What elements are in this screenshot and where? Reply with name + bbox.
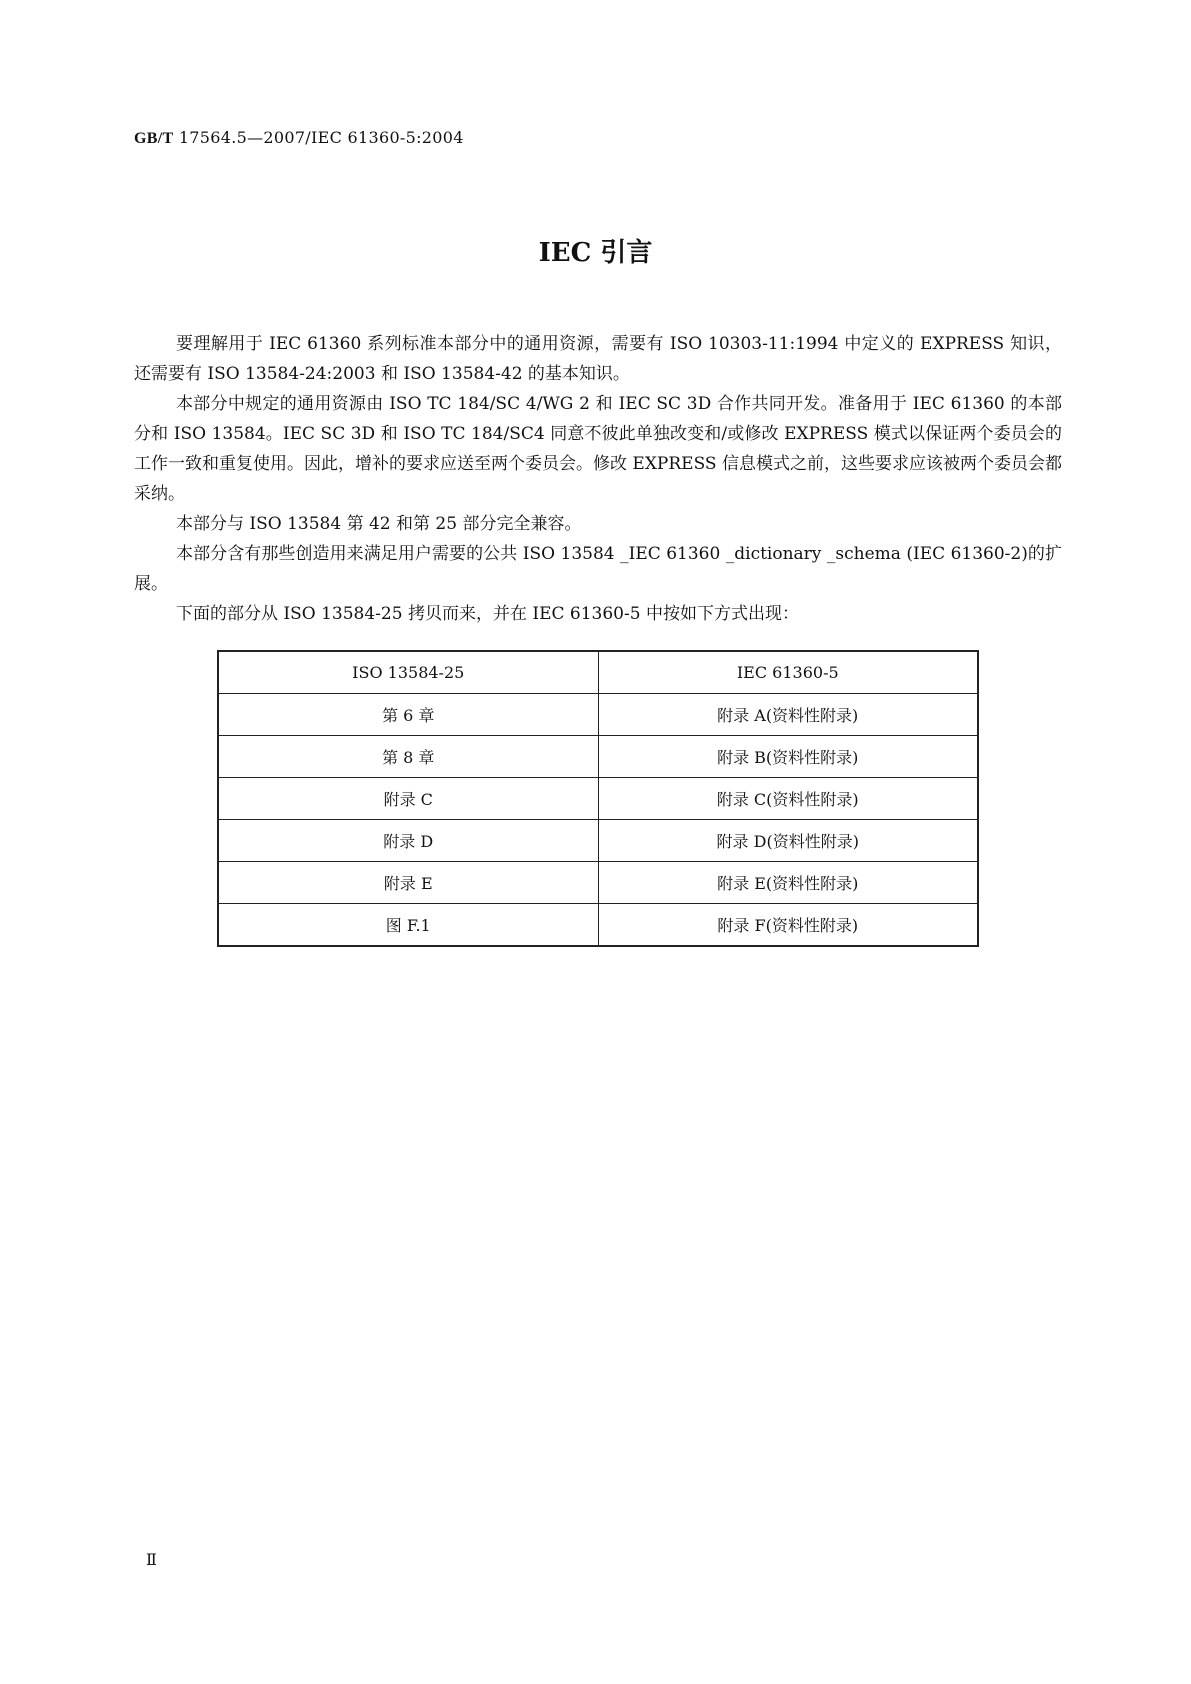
table-cell: 附录 B(资料性附录): [598, 736, 978, 778]
table-row: [218, 778, 978, 820]
paragraph: 下面的部分从 ISO 13584-25 拷贝而来，并在 IEC 61360-5 中按如下方式出现：: [176, 604, 799, 624]
document-header: [134, 128, 464, 148]
table-header-row: [218, 651, 978, 694]
table-cell: 附录 D(资料性附录): [598, 820, 978, 862]
table-cell: 附录 E(资料性附录): [598, 862, 978, 904]
paragraph: 本部分含有那些创造用来满足用户需要的公共 ISO 13584 _IEC 61360 _dictionary _schema (IEC 61360-2)的扩展。: [134, 544, 1062, 594]
paragraph: 本部分与 ISO 13584 第 42 和第 25 部分完全兼容。: [176, 514, 582, 534]
page-title: IEC 引言: [538, 238, 653, 268]
table-row: [218, 736, 978, 778]
table-cell: 附录 D: [218, 820, 598, 862]
standard-number: 17564.5—2007/IEC 61360-5:2004: [178, 128, 464, 147]
table-cell: 第 6 章: [218, 694, 598, 736]
paragraph: 要理解用于 IEC 61360 系列标准本部分中的通用资源，需要有 ISO 10303-11:1994 中定义的 EXPRESS 知识，还需要有 ISO 13584-24:2003 和 ISO 13584-42 的基本知识。: [134, 334, 1062, 384]
table-cell: 图 F.1: [218, 904, 598, 947]
standard-code: GB/T: [134, 130, 174, 147]
paragraph: 本部分中规定的通用资源由 ISO TC 184/SC 4/WG 2 和 IEC SC 3D 合作共同开发。准备用于 IEC 61360 的本部分和 ISO 13584。IEC SC 3D 和 ISO TC 184/SC4 同意不彼此单独改变和/或修改 EXPRESS 模式以保证两个委员会的工作一致和重复使用。因此，增补的要求应送至两个委员会。修改 EXPRESS 信息模式之前，这些要求应该被两个委员会都采纳。: [134, 394, 1062, 504]
table-row: [218, 694, 978, 736]
table-row: [218, 820, 978, 862]
table-cell: 附录 A(资料性附录): [598, 694, 978, 736]
header-cell: IEC 61360-5: [598, 651, 978, 694]
table-cell: 附录 E: [218, 862, 598, 904]
body-text: [134, 329, 1062, 629]
table-row: [218, 862, 978, 904]
mapping-table: [217, 650, 979, 947]
header-cell: ISO 13584-25: [218, 651, 598, 694]
page-number: Ⅱ: [146, 1550, 157, 1569]
table-row: [218, 904, 978, 947]
table-cell: 第 8 章: [218, 736, 598, 778]
table-cell: 附录 F(资料性附录): [598, 904, 978, 947]
table-cell: 附录 C: [218, 778, 598, 820]
table-cell: 附录 C(资料性附录): [598, 778, 978, 820]
